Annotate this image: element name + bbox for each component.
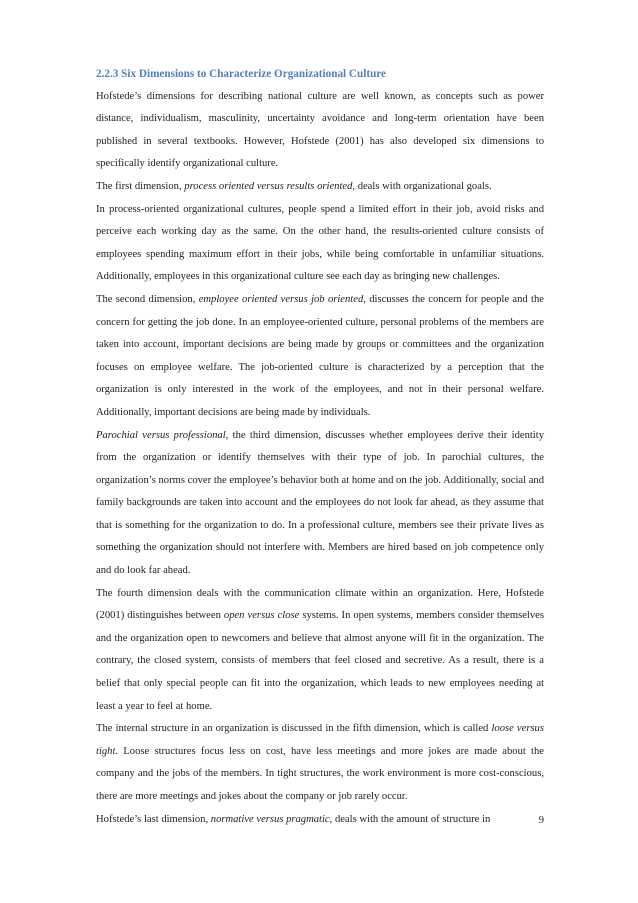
- text-run: , the third dimension, discusses whether employees derive their identity from the organization or identify themselves with their type of job. In parochial cultures, the organization’s norms cover the employee’s behavior both at home and on the job. Additionally, social and family backgrounds are taken into account and the employees do not look far ahead, as they assume that that is something for the organization to do. In a professional culture, members see their private lives as something the organization should not interfere with. Members are hired based on job competence only and do look far ahead.: [96, 429, 544, 577]
- page-content: [96, 63, 544, 831]
- paragraph-fifth-dimension: [96, 718, 544, 808]
- text-run: The fourth dimension deals with the communication climate within an organization. Here, Hofstede (2001) distinguishes between: [96, 587, 544, 622]
- text-run: The second dimension,: [96, 293, 199, 305]
- paragraph-intro: Hofstede’s dimensions for describing national culture are well known, as concepts such as power distance, individualism, masculinity, uncertainty avoidance and long-term orientation have been published in several textbooks. However, Hofstede (2001) has also developed six dimensions to specifically identify organizational culture.: [96, 90, 544, 170]
- dimension-term: loose versus tight: [96, 723, 544, 757]
- dimension-term: employee oriented versus job oriented: [198, 293, 364, 305]
- paragraph-sixth-dimension: [96, 809, 544, 832]
- text-run: The first dimension,: [96, 180, 185, 192]
- paragraph-first-dimension: [96, 176, 544, 199]
- paragraph-fourth-dimension: [96, 583, 544, 719]
- text-run: The internal structure in an organization is discussed in the fifth dimension, which is called: [96, 723, 492, 735]
- text-run: , discusses the concern for people and the concern for getting the job done. In an employee-oriented culture, personal problems of the members are taken into account, important decisions are being made by groups or committees and the organization focuses on employee welfare. The job-oriented culture is characterized by a perception that the organization is only interested in the work of the employees, and not in their personal welfare. Additionally, important decisions are being made by individuals.: [96, 293, 544, 418]
- text-run: . Loose structures focus less on cost, have less meetings and more jokes are made about the company and the jobs of the members. In tight structures, the work environment is more cost-conscious, there are more meetings and jokes about the company or job rarely occur.: [96, 745, 544, 802]
- page-number: 9: [538, 815, 544, 826]
- paragraph-third-dimension: [96, 425, 544, 583]
- dimension-term: normative versus pragmatic: [210, 813, 330, 825]
- text-run: , deals with organizational goals.: [352, 180, 492, 192]
- section-heading: 2.2.3 Six Dimensions to Characterize Organizational Culture: [96, 68, 387, 80]
- paragraph-process-results: In process-oriented organizational cultures, people spend a limited effort in their job, avoid risks and perceive each working day as the same. On the other hand, the results-oriented culture consists of employees spending maximum effort in their jobs, while being comfortable in unfamiliar situations. Additionally, employees in this organizational culture see each day as bringing new challenges.: [96, 203, 544, 283]
- dimension-term: Parochial versus professional: [96, 429, 226, 441]
- text-run: Hofstede’s last dimension,: [96, 813, 211, 825]
- text-run: , deals with the amount of structure in: [329, 813, 491, 825]
- dimension-term: open versus close: [223, 610, 300, 622]
- text-run: systems. In open systems, members consider themselves and the organization open to newcomers and believe that almost anyone will fit in the organization. The contrary, the closed system, consists of members that feel closed and secretive. As a result, there is a belief that only special people can fit into the organization, which leads to new employees needing at least a year to feel at home.: [96, 610, 544, 712]
- dimension-term: process oriented versus results oriented: [184, 180, 353, 192]
- paragraph-second-dimension: [96, 289, 544, 425]
